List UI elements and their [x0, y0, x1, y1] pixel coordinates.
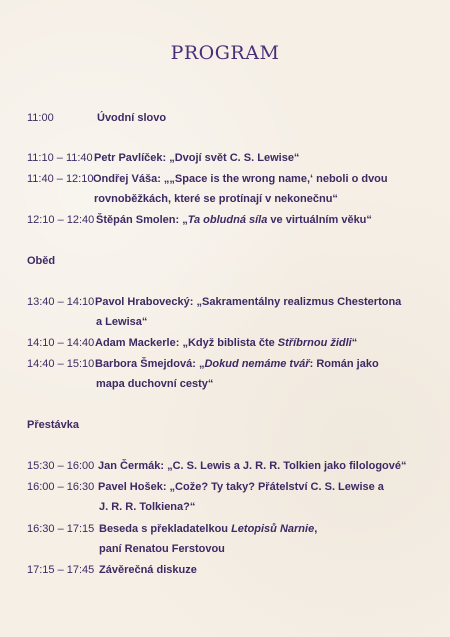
talk-title: „Sakramentálny realizmus Chestertona — [196, 296, 402, 308]
talk-title-continued: paní Renatou Ferstovou — [99, 543, 225, 555]
speaker: Petr Pavlíček: — [94, 152, 167, 164]
time: 15:30 – 16:00 — [27, 460, 95, 472]
talk-title-continued: a Lewisa“ — [96, 316, 148, 328]
item-text: Závěrečná diskuze — [99, 564, 197, 576]
talk-title: „C. S. Lewis a J. R. R. Tolkien jako filologové“ — [167, 460, 407, 472]
section-heading: Oběd — [27, 255, 56, 267]
speaker: Pavol Hrabovecký: — [95, 296, 194, 308]
speaker: Barbora Šmejdová: — [95, 358, 196, 370]
item-text: Úvodní slovo — [97, 112, 167, 124]
time: 14:40 – 15:10 — [27, 358, 95, 370]
speaker: Adam Mackerle: — [95, 337, 180, 349]
speaker: Jan Čermák: — [98, 460, 165, 472]
talk-title-continued: J. R. R. Tolkiena?“ — [99, 501, 196, 513]
time: 11:10 – 11:40 — [27, 152, 93, 164]
time: 14:10 – 14:40 — [27, 337, 95, 349]
talk-title-continued: mapa duchovní cesty“ — [96, 378, 214, 390]
speaker: Pavel Hošek: — [98, 481, 167, 493]
time: 12:10 – 12:40 — [27, 214, 95, 226]
talk-title: „„Space is the wrong name,‘ neboli o dvou — [163, 173, 388, 185]
speaker: Ondřej Váša: — [93, 173, 161, 185]
time: 13:40 – 14:10 — [27, 296, 95, 308]
time: 16:30 – 17:15 — [27, 523, 95, 535]
time: 11:00 — [27, 112, 54, 124]
italic-title: Stříbrnou židli — [277, 337, 352, 349]
italic-title: Letopisů Narnie — [231, 523, 315, 535]
italic-title: Ta obludná síla — [187, 214, 268, 226]
section-heading: Přestávka — [27, 419, 79, 431]
speaker: Štěpán Smolen: — [96, 214, 180, 226]
talk-title-continued: rovnoběžkách, které se protínají v nekonečnu“ — [94, 193, 338, 205]
talk-title: „Cože? Ty taky? Přátelství C. S. Lewise a — [169, 481, 384, 493]
time: 17:15 – 17:45 — [27, 564, 95, 576]
page-title: PROGRAM — [170, 42, 280, 64]
time: 16:00 – 16:30 — [27, 481, 95, 493]
italic-title: Dokud nemáme tvář — [204, 358, 310, 370]
time: 11:40 – 12:10 — [27, 173, 94, 185]
talk-title: „Dvojí svět C. S. Lewise“ — [169, 152, 300, 164]
